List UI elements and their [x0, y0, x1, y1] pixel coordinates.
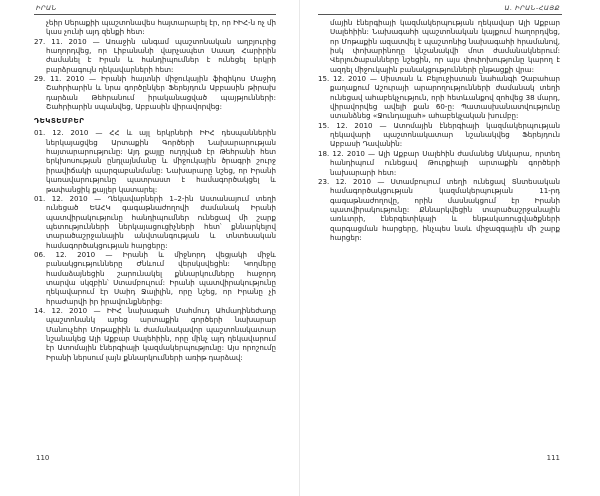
entry-date: 27. 11. 2010: [34, 36, 87, 46]
continued-paragraph: մային էներգիայի կազմակերպության ղեկավար Ալի Աքբար Սալեհիին: Նախագահի պաշտոնական կայքում հաղորդվեց, որ Մոթաքին ազատվել է պաշտոնից նախագահի հրամանով, իսկ փոխարինողը կնշանակվի մոտ ժամանակներում: Վերլուծաբանները նշեցին, որ այս փոփոխությունը կարող է ազդել միջուկային բանակցությունների ընթացքի վրա:: [330, 18, 560, 74]
entry-text: — ԻԻՀ նախագահ Մահմուդ Ահմադինեժադը պաշտոնանկ արեց արտաքին գործերի նախարար Մանուչեհր Մոթաքիին և ժամանակավոր պաշտոնակատար նշանակեց Ալի Աքբար Սալեհիին, որը մինչ այդ ղեկավարում էր Ատոմային էներգիայի կազմակերպությունը: Այս որոշումը Իրանի ներսում լայն քննարկումների առիթ դարձավ:: [46, 305, 276, 362]
chronology-entry: [318, 177, 560, 242]
chronology-entry: [318, 149, 560, 177]
entry-date: 14. 12. 2010: [34, 305, 88, 315]
section-title: ԴԵԿՏԵՄԲԵՐ: [34, 116, 85, 126]
chronology-entry: [34, 306, 276, 362]
running-head: ԻՐԱՆ: [36, 4, 57, 12]
entry-date: 01. 12. 2010: [34, 193, 88, 203]
entry-date: 15. 12. 2010: [318, 120, 373, 130]
entry-date: 15. 12. 2010: [318, 74, 367, 84]
continued-paragraph: չեիր Սերաքիի պաշտոնավես հայտարարել էր, որ ԻԻՀ-ն ոչ մի կաս չունի այդ զենքի հետ:: [46, 18, 276, 37]
chronology-entry: [34, 250, 276, 306]
entry-text: — Իրանի հայտնի միջուկային ֆիզիկոս Մաջիդ Շահրիարին և նրա գործընկեր Ֆերեյդուն Աբբասին թիրախ դարձան Թեհրանում իրականացված պայթյունների: Շահրիարին սպանվեց, Աբբասին վիրավորվեց:: [46, 74, 276, 112]
entry-list: [318, 74, 560, 242]
entry-date: 01. 12. 2010: [34, 128, 89, 138]
entry-list: [34, 128, 276, 362]
text-column: [34, 18, 276, 362]
entry-text: — Առաջին անգամ պաշտոնական աղբյուրից հաղորդվեց, որ Լիբանանի վարչապետ Սաադ Հարիրին ժամանել է Իրան և հանդիպումներ է ունեցել երկրի բարձրագույն ղեկավարների հետ:: [46, 36, 276, 74]
entry-text: — Ալի Աքբար Սալեհին ժամանեց Անկարա, որտեղ հանդիպում ունեցավ Թուրքիայի արտաքին գործերի նախարարի հետ:: [330, 148, 560, 177]
entry-list: [34, 37, 276, 112]
entry-text: — Ղեկավարների 1–2-ին Աստանայում տեղի ունեցած ԵԱՀԿ գագաթնաժողովի ժամանակ Իրանի պատվիրակությունը հանդիպումներ ունեցավ մի շարք պետությունների ներկայացուցիչների հետ՝ քննարկելով տարածաշրջանային անվտանգության և տնտեսական համագործակցության հարցերը:: [46, 193, 276, 250]
entry-date: 06. 12. 2010: [34, 249, 96, 259]
header-rule: [34, 14, 276, 15]
entry-text: — ՀՀ և այլ երկրների ԻԻՀ դեսպաններին ներկայացվեց Արտաքին Գործերի Նախարարության հայտարարությունը: Այդ քայլը ուղղված էր Թեհրանի հետ երկխոսության ընդլայնմանը և միջուկային ծրագրի շուրջ իրավիճակի պարզաբանմանը: Նախարարը նշեց, որ Իրանի կառավարությունը պատրաստ է համագործակցել և թափանցիկ քայլեր կատարել:: [46, 128, 276, 194]
running-head: Ա. ԻՐԱՆ-ՀԱՅՔ: [504, 4, 560, 12]
chronology-entry: [34, 128, 276, 193]
entry-text: — Ստամբուլում տեղի ունեցավ Տնտեսական համագործակցության կազմակերպության 11-րդ գագաթնաժողովը, որին մասնակցում էր Իրանի պատվիրակությունը: Քննարկվեցին տարածաշրջանային առևտրի, էներգետիկայի և ենթակառուցվածքների զարգացման հարցերը, ինչպես նաև միջազգային մի շարք հարցեր:: [330, 176, 560, 242]
chronology-entry: [34, 194, 276, 250]
page-number: 110: [36, 454, 50, 462]
chronology-entry: [318, 121, 560, 149]
chronology-entry: [318, 74, 560, 121]
chronology-entry: [34, 74, 276, 111]
text-column: [318, 18, 560, 242]
entry-date: 18. 12. 2010: [318, 148, 365, 158]
entry-text: — Սիստան և Բելուջիստան նահանգի Չաբահար քաղաքում Աշուրայի արարողությունների ժամանակ տեղի ունեցավ ահաբեկչություն, որի հետևանքով զոհվեց 38 մարդ, վիրավորվեց ավելի քան 60-ը: Պատասխանատվությունը ստանձնեց «Ջունդալլահ» ահաբեկչական խումբը:: [330, 74, 560, 121]
entry-date: 23. 12. 2010: [318, 176, 372, 186]
entry-date: 29. 11. 2010: [34, 74, 85, 84]
header-rule: [318, 14, 562, 15]
chronology-entry: [34, 37, 276, 74]
page-number: 111: [546, 454, 560, 462]
right-page: [300, 0, 600, 496]
entry-text: — Իրանի և միջնորդ վեցյակի միջև բանակցությունները Ժնևում վերսկսվեցին: Կողմերը համաձայնեցին շարունակել քննարկումները հաջորդ տարվա սկզբին՝ Ստամբուլում: Իրանի պատվիրակությունը ղեկավարում էր Սաիդ Ջալիլին, որը նշեց, որ Իրանը չի հրաժարվի իր իրավունքներից:: [46, 249, 276, 306]
entry-text: — Ատոմային էներգիայի կազմակերպության ղեկավարի պաշտոնակատար նշանակվեց Ֆերեյդուն Աբբասի Դավանին:: [330, 120, 560, 149]
